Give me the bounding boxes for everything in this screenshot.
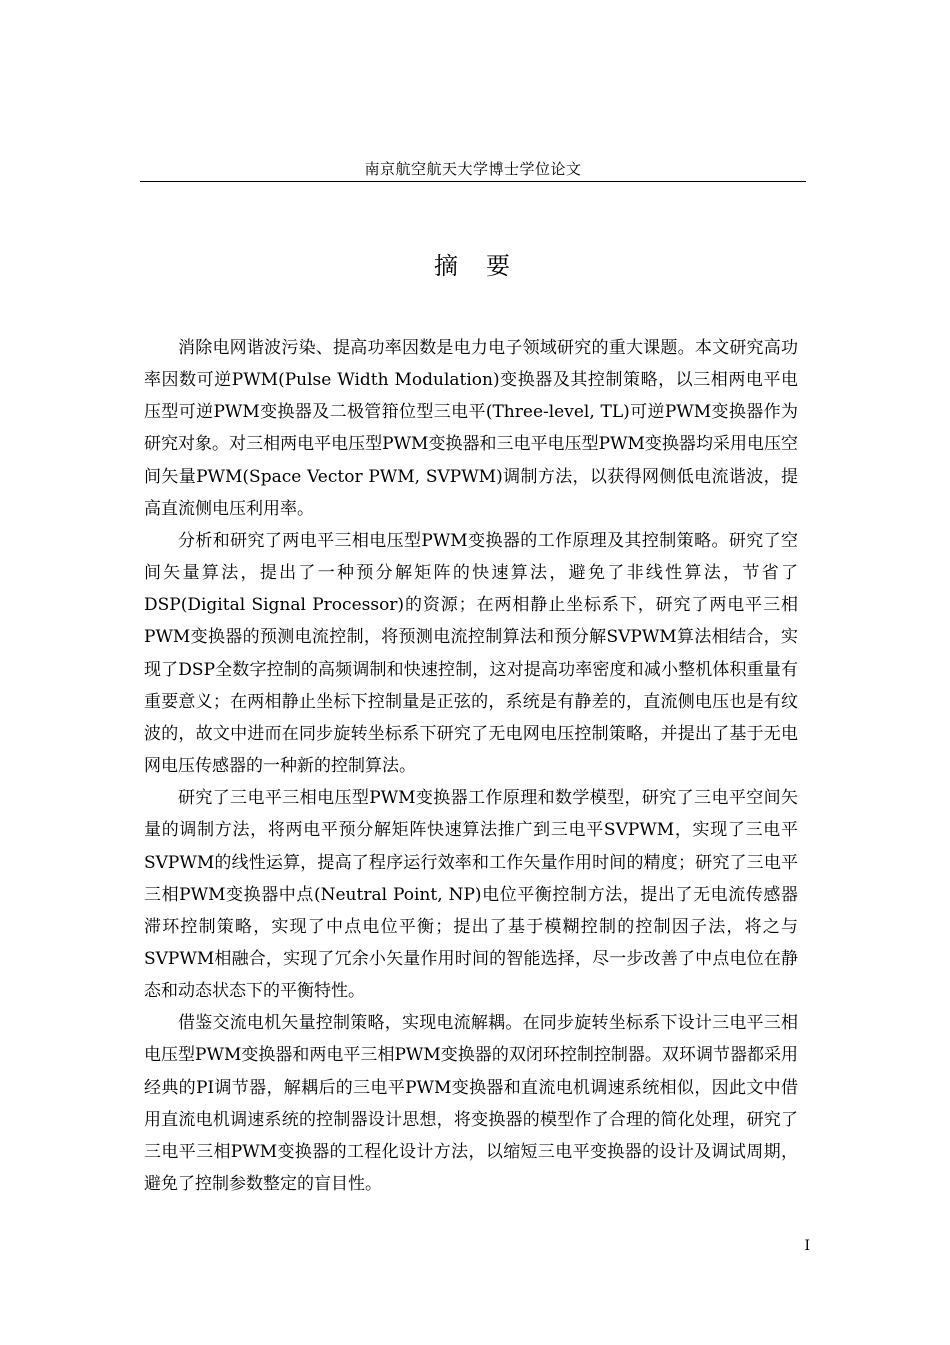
abstract-paragraph-4: 借鉴交流电机矢量控制策略，实现电流解耦。在同步旋转坐标系下设计三电平三相电压型PWM变换器和两电平三相PWM变换器的双闭环控制控制器。双环调节器都采用经典的PI调节器，解耦后的三电平PWM变换器和直流电机调速系统相似，因此文中借用直流电机调速系统的控制器设计思想，将变换器的模型作了合理的简化处理，研究了三电平三相PWM变换器的工程化设计方法，以缩短三电平变换器的设计及调试周期，避免了控制参数整定的盲目性。 — [144, 1013, 798, 1195]
abstract-paragraph-2: 分析和研究了两电平三相电压型PWM变换器的工作原理及其控制策略。研究了空间矢量算法，提出了一种预分解矩阵的快速算法，避免了非线性算法，节省了DSP(Digital Signal Processor)的资源；在两相静止坐标系下，研究了两电平三相PWM变换器的预测电流控制，将预测电流控制算法和预分解SVPWM算法相结合，实现了DSP全数字控制的高频调制和快速控制，这对提高功率密度和减小整机体积重量有重要意义；在两相静止坐标下控制量是正弦的，系统是有静差的，直流侧电压也是有纹波的，故文中进而在同步旋转坐标系下研究了无电网电压控制策略，并提出了基于无电网电压传感器的一种新的控制算法。 — [144, 530, 798, 777]
abstract-paragraph-1: 消除电网谐波污染、提高功率因数是电力电子领域研究的重大课题。本文研究高功率因数可逆PWM(Pulse Width Modulation)变换器及其控制策略，以三相两电平电压型可逆PWM变换器及二极管箝位型三电平(Three-level, TL)可逆PWM变换器作为研究对象。对三相两电平电压型PWM变换器和三电平电压型PWM变换器均采用电压空间矢量PWM(Space Vector PWM, SVPWM)调制方法，以获得网侧低电流谐波，提高直流侧电压利用率。 — [144, 338, 798, 519]
abstract-paragraph-3: 研究了三电平三相电压型PWM变换器工作原理和数学模型，研究了三电平空间矢量的调制方法，将两电平预分解矩阵快速算法推广到三电平SVPWM，实现了三电平SVPWM的线性运算，提高了程序运行效率和工作矢量作用时间的精度；研究了三电平三相PWM变换器中点(Neutral Point, NP)电位平衡控制方法，提出了无电流传感器滞环控制策略，实现了中点电位平衡；提出了基于模糊控制的控制因子法，将之与SVPWM相融合，实现了冗余小矢量作用时间的智能选择，尽一步改善了中点电位在静态和动态状态下的平衡特性。 — [144, 788, 798, 1002]
running-header-title: 南京航空航天大学博士学位论文 — [364, 160, 582, 178]
abstract-body — [144, 332, 798, 1200]
page-number: I — [804, 1238, 810, 1254]
abstract-title: 摘 要 — [434, 252, 512, 280]
header-rule — [140, 181, 806, 182]
